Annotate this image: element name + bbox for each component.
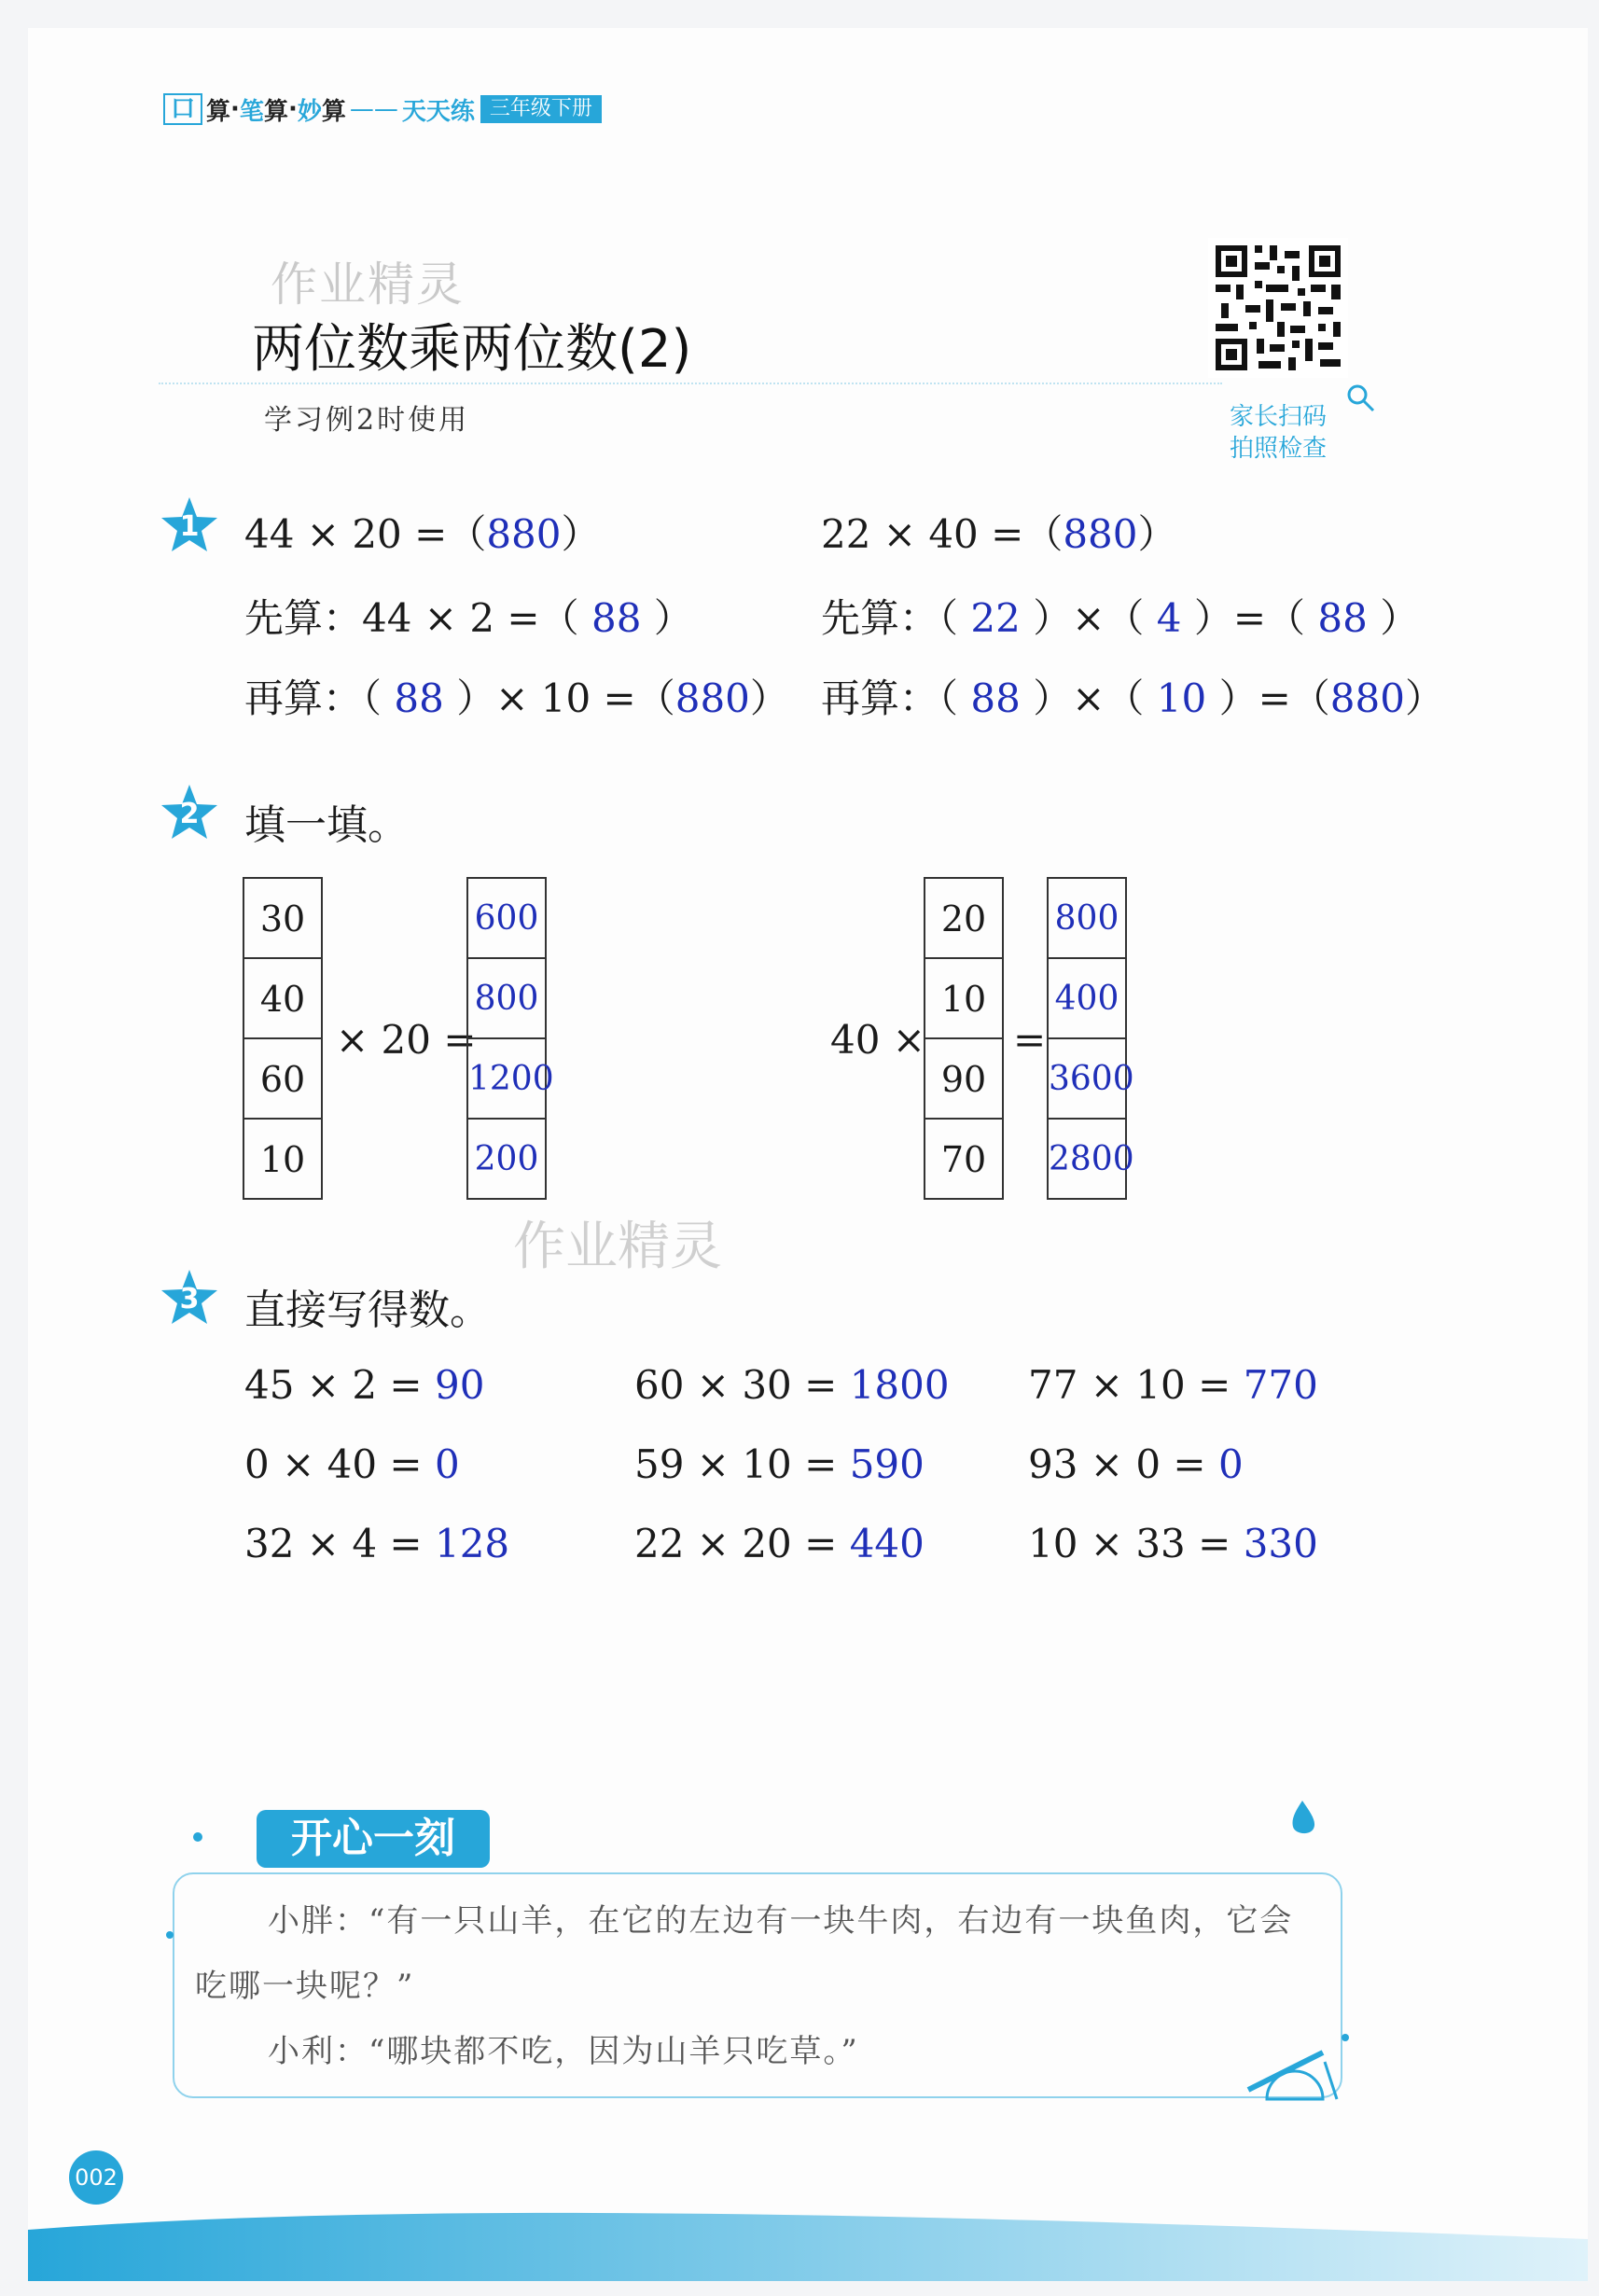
answer-cell: 600 — [468, 879, 545, 959]
box-cell: 10 — [259, 1139, 306, 1180]
q2-right-results — [1047, 877, 1134, 1200]
answer-cell: 1200 — [468, 1039, 545, 1120]
answer: 0 — [1217, 1441, 1244, 1487]
expr: 先算：44 × 2 =（ — [244, 595, 579, 641]
answer: 880 — [674, 675, 750, 721]
bracket: ） — [1137, 511, 1177, 557]
header-char: 算 — [206, 97, 231, 126]
header-char: 妙 — [297, 97, 322, 126]
watermark: 作业精灵 — [271, 257, 465, 312]
expr: ）× 10 =（ — [456, 675, 675, 721]
answer: 1800 — [849, 1362, 950, 1408]
box-cell: 10 — [925, 959, 1002, 1039]
answer: 330 — [1243, 1521, 1318, 1566]
question-number: 2 — [179, 798, 200, 830]
answer-cell: 800 — [468, 959, 545, 1039]
q2-title: 填一填。 — [244, 801, 409, 849]
q3-item — [1028, 1521, 1318, 1566]
joke-line: 小利：“哪块都不吃，因为山羊只吃草。” — [268, 2033, 859, 2070]
bracket: ） — [653, 595, 693, 641]
qr-code[interactable] — [1208, 238, 1348, 378]
q2-left-inputs — [243, 877, 323, 1200]
q2-right-equals: = — [1013, 1017, 1047, 1063]
answer: 440 — [849, 1521, 925, 1566]
expr: ）×（ — [1033, 675, 1145, 721]
header-dash: —— — [349, 95, 398, 123]
answer: 4 — [1156, 595, 1182, 641]
bracket: ） — [1380, 595, 1420, 641]
q1-left-step2 — [244, 668, 789, 724]
q3-item — [1028, 1362, 1318, 1408]
expr: 44 × 20 =（ — [244, 511, 487, 557]
q3-item — [1028, 1441, 1244, 1487]
expr: 再算：（ — [244, 675, 382, 721]
expr: 59 × 10 = — [634, 1441, 838, 1487]
answer: 88 — [394, 675, 444, 721]
box-cell: 20 — [925, 879, 1002, 959]
q3-item — [244, 1521, 509, 1566]
header-char: 笔 — [239, 97, 264, 126]
question-number: 1 — [179, 510, 200, 543]
expr: 0 × 40 = — [244, 1441, 423, 1487]
answer: 10 — [1156, 675, 1207, 721]
qr-caption-line: 家长扫码 — [1229, 403, 1327, 431]
expr: 再算：（ — [821, 675, 959, 721]
question-number: 3 — [179, 1283, 200, 1315]
box-cell: 30 — [244, 879, 321, 959]
header-box-char: 口 — [163, 93, 202, 125]
page-number: 002 — [69, 2150, 123, 2205]
question-2-marker — [159, 782, 220, 843]
expr: 先算：（ — [821, 595, 959, 641]
answer: 128 — [434, 1521, 510, 1566]
answer: 22 — [970, 595, 1021, 641]
decor-dot — [1342, 2034, 1349, 2041]
box-cell: 90 — [925, 1039, 1002, 1120]
expr: 93 × 0 = — [1028, 1441, 1206, 1487]
expr: 77 × 10 = — [1028, 1362, 1231, 1408]
watermark: 作业精灵 — [513, 1217, 722, 1277]
q1-right-step2 — [821, 668, 1444, 724]
q3-item — [634, 1441, 925, 1487]
box-cell: 70 — [940, 1139, 987, 1180]
q3-item — [244, 1441, 460, 1487]
q2-left-operator: × 20 = — [336, 1017, 477, 1063]
question-3-marker — [159, 1267, 220, 1329]
answer-cell: 3600 — [1049, 1039, 1125, 1120]
joke-box — [173, 1872, 1342, 2098]
bracket: ） — [749, 675, 789, 721]
answer-cell: 200 — [474, 1140, 539, 1178]
joke-title: 开心一刻 — [257, 1810, 490, 1868]
answer: 770 — [1243, 1362, 1318, 1408]
q1-right-step1 — [821, 588, 1419, 644]
q1-right-equation — [821, 504, 1177, 560]
divider — [159, 383, 1222, 384]
box-cell: 60 — [244, 1039, 321, 1120]
lesson-title: 两位数乘两位数(2) — [252, 319, 692, 380]
answer-cell: 400 — [1049, 959, 1125, 1039]
droplet-icon — [1289, 1799, 1319, 1838]
workbook-page — [28, 28, 1588, 2281]
q3-title: 直接写得数。 — [244, 1287, 491, 1334]
answer: 88 — [591, 595, 642, 641]
answer: 880 — [1329, 675, 1405, 721]
q1-left-equation — [244, 504, 601, 560]
header-grade: 三年级下册 — [480, 95, 602, 123]
magnifier-icon — [1345, 383, 1377, 414]
ruler-protractor-icon — [1239, 2034, 1342, 2108]
series-header — [163, 93, 602, 125]
header-char: · — [287, 95, 298, 123]
q2-right-inputs — [924, 877, 1004, 1200]
lesson-usage: 学习例2时使用 — [264, 404, 470, 437]
answer: 880 — [486, 511, 562, 557]
expr: 60 × 30 = — [634, 1362, 838, 1408]
expr: 22 × 20 = — [634, 1521, 838, 1566]
answer-cell: 2800 — [1049, 1140, 1134, 1178]
expr: ）×（ — [1033, 595, 1145, 641]
answer: 880 — [1063, 511, 1138, 557]
q1-left-step1 — [244, 588, 693, 644]
answer-cell: 800 — [1049, 879, 1125, 959]
header-char: 算 — [263, 97, 288, 126]
answer: 88 — [1317, 595, 1368, 641]
expr: ）=（ — [1218, 675, 1330, 721]
box-cell: 40 — [244, 959, 321, 1039]
header-char: · — [230, 95, 240, 123]
q3-item — [634, 1521, 925, 1566]
answer: 88 — [970, 675, 1021, 721]
question-1-marker — [159, 494, 220, 556]
answer: 90 — [434, 1362, 485, 1408]
expr: 10 × 33 = — [1028, 1521, 1231, 1566]
joke-line: 小胖：“有一只山羊，在它的左边有一块牛肉，右边有一块鱼肉，它会 — [268, 1902, 1294, 1940]
decor-dot — [166, 1931, 174, 1939]
q2-right-prefix: 40 × — [830, 1017, 925, 1063]
q3-item — [634, 1362, 950, 1408]
q2-left-results — [466, 877, 554, 1200]
q3-item — [244, 1362, 484, 1408]
answer: 590 — [849, 1441, 925, 1487]
header-char: 算 — [321, 97, 346, 126]
footer-wave — [28, 2202, 1588, 2281]
expr: ）=（ — [1193, 595, 1306, 641]
qr-caption — [1213, 401, 1343, 465]
expr: 22 × 40 =（ — [821, 511, 1064, 557]
bracket: ） — [1404, 675, 1444, 721]
header-subtitle: 天天练 — [401, 97, 475, 126]
expr: 32 × 4 = — [244, 1521, 423, 1566]
expr: 45 × 2 = — [244, 1362, 423, 1408]
bracket: ） — [561, 511, 601, 557]
decor-dot — [193, 1832, 202, 1842]
answer: 0 — [434, 1441, 460, 1487]
qr-caption-line: 拍照检查 — [1229, 435, 1327, 463]
joke-line: 吃哪一块呢？” — [195, 1968, 415, 2005]
